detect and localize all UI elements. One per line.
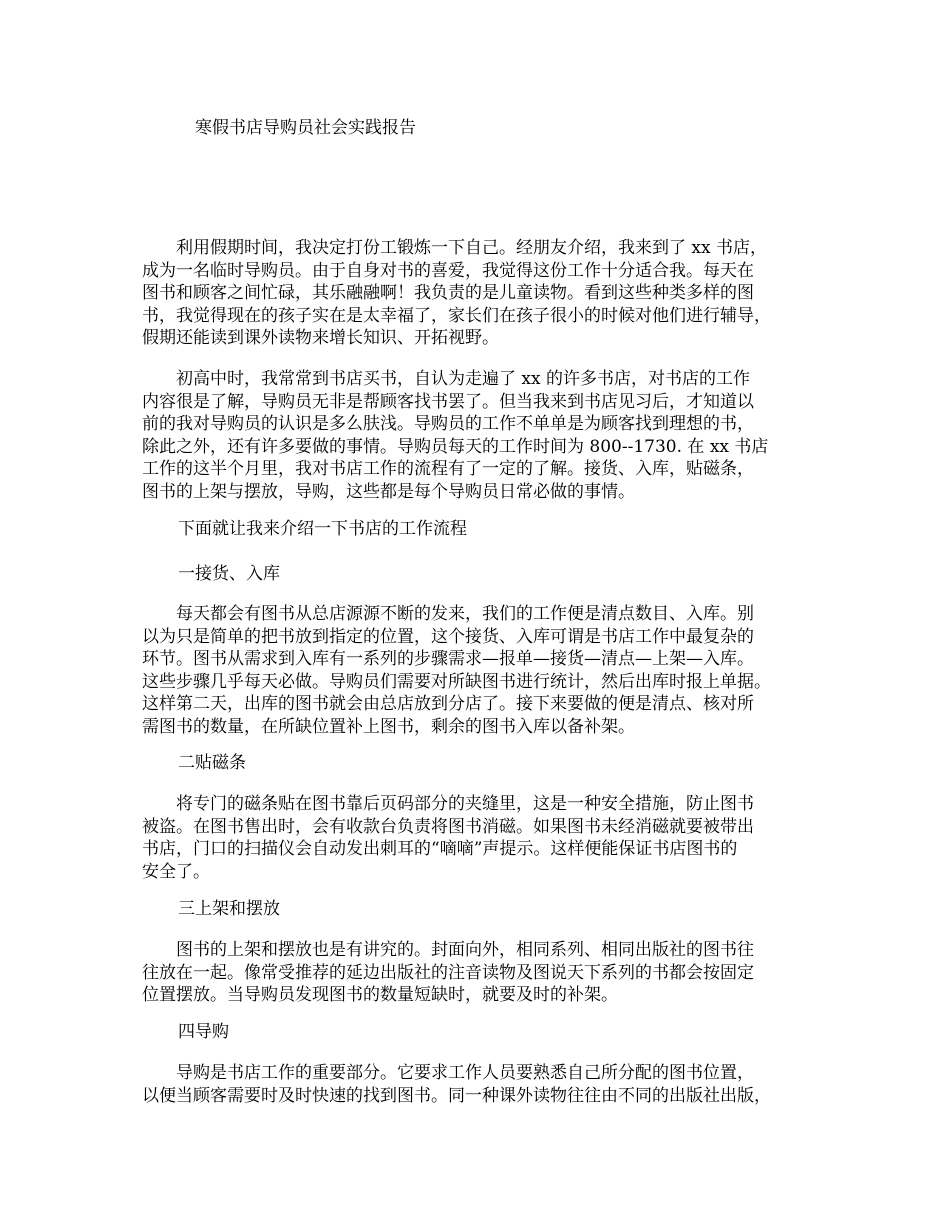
paragraph-line: 环节。图书从需求到入库有一系列的步骤需求—报单—接货—清点—上架—入库。	[142, 649, 754, 669]
paragraph-line: 利用假期时间，我决定打份工锻炼一下自己。经朋友介绍，我来到了 xx 书店，	[142, 238, 767, 258]
paragraph-line: 安全了。	[142, 861, 210, 882]
paragraph-guiding	[142, 1062, 827, 1107]
paragraph-shelving	[142, 939, 827, 1007]
paragraph-line: 将专门的磁条贴在图书靠后页码部分的夹缝里，这是一种安全措施，防止图书	[142, 794, 754, 814]
paragraph-line: 这样第二天，出库的图书就会由总店放到分店了。接下来要做的便是清点、核对所	[142, 694, 754, 714]
section-heading-receiving: 一接货、入库	[178, 564, 280, 584]
paragraph-line: 书店，门口的扫描仪会自动发出刺耳的“嘀嘀”声提示。这样便能保证书店图书的	[142, 839, 738, 859]
paragraph-line: 需图书的数量，在所缺位置补上图书，剩余的图书入库以备补架。	[142, 716, 635, 737]
paragraph-background	[142, 368, 827, 503]
paragraph-line: 工作的这半个月里，我对书店工作的流程有了一定的了解。接货、入库，贴磁条，	[142, 459, 754, 479]
paragraph-line: 每天都会有图书从总店源源不断的发来，我们的工作便是清点数目、入库。别	[142, 604, 754, 624]
document-title: 寒假书店导购员社会实践报告	[195, 118, 416, 138]
paragraph-magnetic-strip	[142, 793, 827, 883]
paragraph-line: 这些步骤几乎每天必做。导购员们需要对所缺图书进行统计，然后出库时报上单据。	[142, 671, 771, 692]
paragraph-line: 初高中时，我常常到书店买书，自认为走遍了 xx 的许多书店，对书店的工作	[142, 369, 750, 389]
paragraph-line: 以便当顾客需要时及时快速的找到图书。同一种课外读物往往由不同的出版社出版，	[142, 1085, 771, 1106]
paragraph-line: 以为只是简单的把书放到指定的位置，这个接货、入库可谓是书店工作中最复杂的	[142, 626, 754, 647]
section-intro-heading: 下面就让我来介绍一下书店的工作流程	[178, 519, 467, 539]
paragraph-line: 假期还能读到课外读物来增长知识、开拓视野。	[142, 328, 499, 348]
paragraph-line: 被盗。在图书售出时，会有收款台负责将图书消磁。如果图书未经消磁就要被带出	[142, 816, 754, 837]
section-heading-shelving: 三上架和摆放	[178, 899, 280, 919]
paragraph-line: 除此之外，还有许多要做的事情。导购员每天的工作时间为 800--1730. 在 xx 书店	[142, 436, 769, 457]
paragraph-line: 前的我对导购员的认识是多么肤浅。导购员的工作不单单是为顾客找到理想的书，	[142, 414, 754, 434]
paragraph-line: 位置摆放。当导购员发现图书的数量短缺时，就要及时的补架。	[142, 985, 618, 1005]
paragraph-line: 往放在一起。像常受推荐的延边出版社的注音读物及图说天下系列的书都会按固定	[142, 962, 754, 983]
section-heading-magnetic-strip: 二贴磁条	[178, 753, 246, 773]
paragraph-line: 内容很是了解，导购员无非是帮顾客找书罢了。但当我来到书店见习后，才知道以	[142, 391, 754, 412]
paragraph-line: 图书的上架与摆放，导购，这些都是每个导购员日常必做的事情。	[142, 481, 635, 502]
paragraph-line: 图书和顾客之间忙碌，其乐融融啊！我负责的是儿童读物。看到这些种类多样的图	[142, 283, 754, 303]
paragraph-line: 书，我觉得现在的孩子实在是太幸福了，家长们在孩子很小的时候对他们进行辅导，	[142, 305, 771, 326]
paragraph-receiving	[142, 603, 827, 738]
paragraph-line: 图书的上架和摆放也是有讲究的。封面向外，相同系列、相同出版社的图书往	[142, 940, 754, 960]
section-heading-guiding: 四导购	[178, 1022, 229, 1042]
paragraph-line: 导购是书店工作的重要部分。它要求工作人员要熟悉自己所分配的图书位置，	[142, 1063, 754, 1083]
paragraph-intro	[142, 237, 827, 350]
paragraph-line: 成为一名临时导购员。由于自身对书的喜爱，我觉得这份工作十分适合我。每天在	[142, 260, 754, 281]
